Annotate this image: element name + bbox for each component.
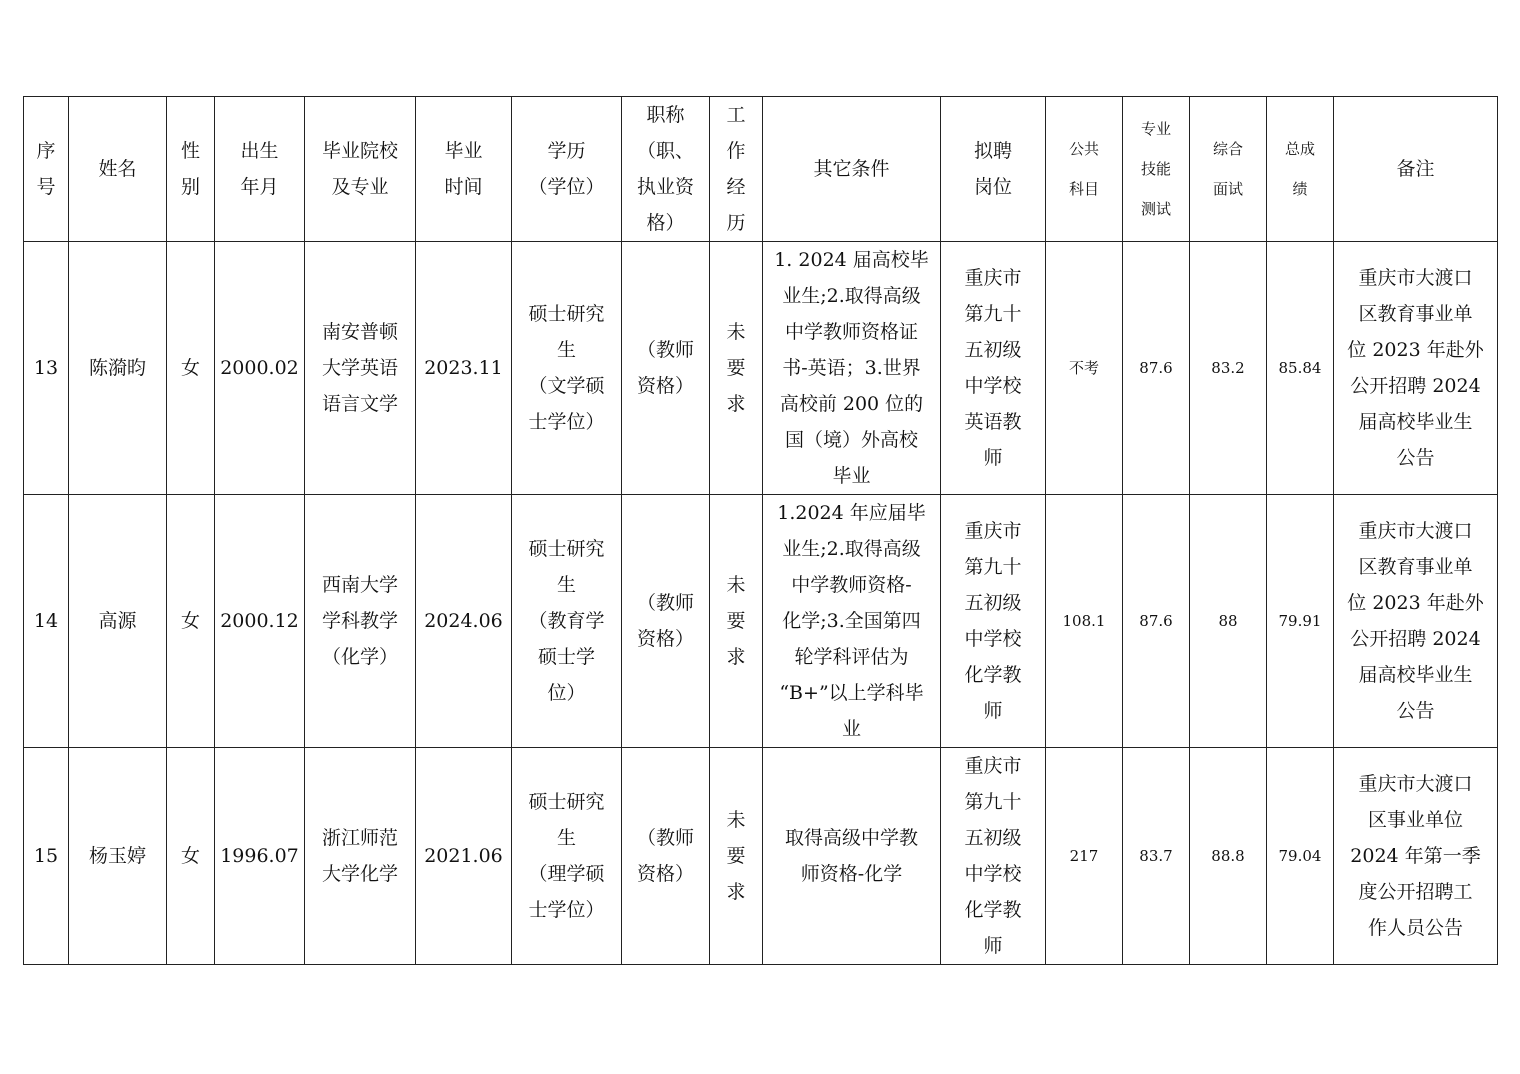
cell-other: 取得高级中学教 师资格-化学 <box>763 748 941 965</box>
cell-total: 85.84 <box>1267 242 1334 495</box>
table-row <box>24 242 1498 495</box>
cell-total: 79.04 <box>1267 748 1334 965</box>
cell-remark: 重庆市大渡口 区事业单位 2024 年第一季 度公开招聘工 作人员公告 <box>1334 748 1498 965</box>
header-grad-time: 毕业 时间 <box>416 97 512 242</box>
cell-seq: 15 <box>24 748 69 965</box>
cell-other: 1.2024 年应届毕 业生;2.取得高级 中学教师资格- 化学;3.全国第四 轮学科评估为 “B+”以上学科毕 业 <box>763 495 941 748</box>
header-experience: 工 作 经 历 <box>710 97 763 242</box>
header-public: 公共 科目 <box>1046 97 1123 242</box>
cell-school: 浙江师范 大学化学 <box>305 748 416 965</box>
header-skill: 专业 技能 测试 <box>1123 97 1190 242</box>
cell-school: 西南大学 学科教学 （化学） <box>305 495 416 748</box>
header-seq: 序 号 <box>24 97 69 242</box>
cell-experience: 未 要 求 <box>710 242 763 495</box>
cell-title: （教师 资格） <box>622 748 710 965</box>
cell-birth: 2000.12 <box>215 495 305 748</box>
cell-other: 1. 2024 届高校毕 业生;2.取得高级 中学教师资格证 书-英语；3.世界 高校前 200 位的 国（境）外高校 毕业 <box>763 242 941 495</box>
cell-degree: 硕士研究 生 （文学硕 士学位） <box>512 242 622 495</box>
header-school: 毕业院校 及专业 <box>305 97 416 242</box>
cell-public: 108.1 <box>1046 495 1123 748</box>
header-other: 其它条件 <box>763 97 941 242</box>
cell-birth: 2000.02 <box>215 242 305 495</box>
cell-title: （教师 资格） <box>622 495 710 748</box>
personnel-table <box>23 96 1498 965</box>
cell-degree: 硕士研究 生 （教育学 硕士学 位） <box>512 495 622 748</box>
cell-public: 217 <box>1046 748 1123 965</box>
cell-interview: 83.2 <box>1190 242 1267 495</box>
cell-name: 陈漪昀 <box>69 242 167 495</box>
cell-interview: 88.8 <box>1190 748 1267 965</box>
cell-grad-time: 2021.06 <box>416 748 512 965</box>
cell-position: 重庆市 第九十 五初级 中学校 化学教 师 <box>941 495 1046 748</box>
cell-experience: 未 要 求 <box>710 748 763 965</box>
cell-seq: 13 <box>24 242 69 495</box>
table-row <box>24 495 1498 748</box>
cell-skill: 87.6 <box>1123 242 1190 495</box>
header-name: 姓名 <box>69 97 167 242</box>
header-interview: 综合 面试 <box>1190 97 1267 242</box>
cell-grad-time: 2024.06 <box>416 495 512 748</box>
cell-seq: 14 <box>24 495 69 748</box>
cell-gender: 女 <box>167 242 215 495</box>
cell-position: 重庆市 第九十 五初级 中学校 英语教 师 <box>941 242 1046 495</box>
cell-skill: 83.7 <box>1123 748 1190 965</box>
cell-name: 高源 <box>69 495 167 748</box>
cell-birth: 1996.07 <box>215 748 305 965</box>
cell-school: 南安普顿 大学英语 语言文学 <box>305 242 416 495</box>
cell-experience: 未 要 求 <box>710 495 763 748</box>
header-remark: 备注 <box>1334 97 1498 242</box>
header-gender: 性 别 <box>167 97 215 242</box>
cell-gender: 女 <box>167 495 215 748</box>
cell-gender: 女 <box>167 748 215 965</box>
cell-grad-time: 2023.11 <box>416 242 512 495</box>
cell-public: 不考 <box>1046 242 1123 495</box>
table-row <box>24 748 1498 965</box>
header-position: 拟聘 岗位 <box>941 97 1046 242</box>
cell-remark: 重庆市大渡口 区教育事业单 位 2023 年赴外 公开招聘 2024 届高校毕业生 公告 <box>1334 495 1498 748</box>
cell-position: 重庆市 第九十 五初级 中学校 化学教 师 <box>941 748 1046 965</box>
cell-interview: 88 <box>1190 495 1267 748</box>
cell-name: 杨玉婷 <box>69 748 167 965</box>
cell-skill: 87.6 <box>1123 495 1190 748</box>
header-degree: 学历 （学位） <box>512 97 622 242</box>
cell-remark: 重庆市大渡口 区教育事业单 位 2023 年赴外 公开招聘 2024 届高校毕业生 公告 <box>1334 242 1498 495</box>
cell-degree: 硕士研究 生 （理学硕 士学位） <box>512 748 622 965</box>
cell-total: 79.91 <box>1267 495 1334 748</box>
header-birth: 出生 年月 <box>215 97 305 242</box>
table-header-row <box>24 97 1498 242</box>
header-total: 总成 绩 <box>1267 97 1334 242</box>
cell-title: （教师 资格） <box>622 242 710 495</box>
header-title: 职称 （职、 执业资 格） <box>622 97 710 242</box>
